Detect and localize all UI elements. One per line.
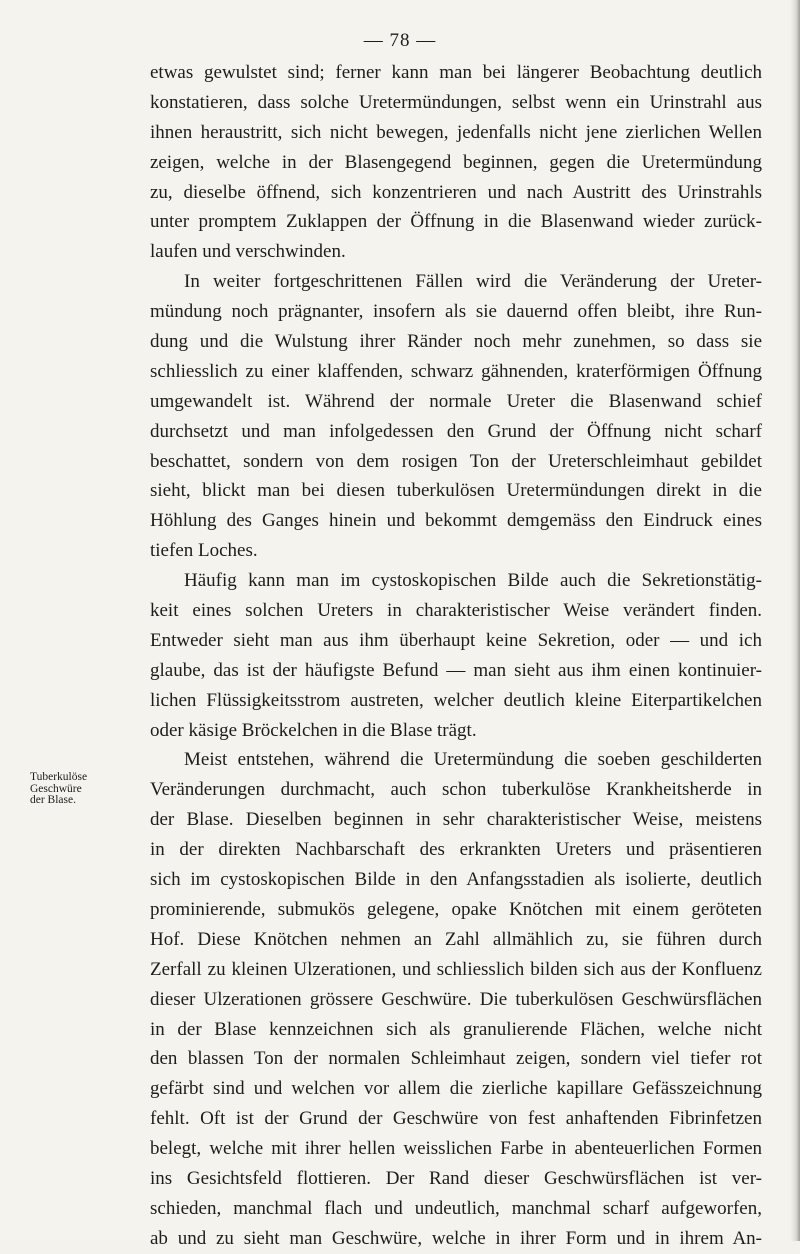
text-line: ab und zu sieht man Geschwüre, welche in ihrer Form und in ihrem An-: [150, 1227, 762, 1249]
body-text: [150, 58, 762, 1254]
text-line: laufen und verschwinden.: [150, 241, 346, 263]
text-line: Entweder sieht man aus ihm überhaupt keine Sekretion, oder — und ich: [150, 629, 762, 651]
text-line: Zerfall zu kleinen Ulzerationen, und schliesslich bilden sich aus der Konfluenz: [150, 958, 762, 980]
text-line: durchsetzt und man infolgedessen den Grund der Öffnung nicht scharf: [150, 420, 762, 442]
paragraph-start: Häufig kann man im cystoskopischen Bilde auch die Sekretionstätig-: [184, 570, 762, 592]
text-line: gefärbt sind und welchen vor allem die zierliche kapillare Gefässzeichnung: [150, 1078, 762, 1100]
page-number: — 78 —: [363, 30, 437, 51]
text-line: sich im cystoskopischen Bilde in den Anfangsstadien als isolierte, deutlich: [150, 869, 762, 891]
text-line: mündung noch prägnanter, insofern als sie dauernd offen bleibt, ihre Run-: [150, 301, 762, 323]
text-line: belegt, welche mit ihrer hellen weisslichen Farbe in abenteuerlichen Formen: [150, 1138, 762, 1160]
paragraph-start: Meist entstehen, während die Uretermündung die soeben geschilderten: [184, 749, 762, 771]
text-line: beschattet, sondern von dem rosigen Ton der Ureterschleimhaut gebildet: [150, 450, 762, 472]
text-line: konstatieren, dass solche Uretermündungen, selbst wenn ein Urinstrahl aus: [150, 91, 762, 113]
text-line: oder käsige Bröckelchen in die Blase trägt.: [150, 719, 477, 741]
text-line: den blassen Ton der normalen Schleimhaut zeigen, sondern viel tiefer rot: [150, 1048, 762, 1070]
margin-note: [30, 772, 148, 807]
text-line: in der Blase kennzeichnen sich als granulierende Flächen, welche nicht: [150, 1018, 762, 1040]
text-line: fehlt. Oft ist der Grund der Geschwüre von fest anhaftenden Fibrinfetzen: [150, 1108, 762, 1130]
text-line: sieht, blickt man bei diesen tuberkulösen Uretermündungen direkt in die: [150, 480, 762, 502]
text-line: zu, dieselbe öffnend, sich konzentrieren und nach Austritt des Urinstrahls: [150, 181, 762, 203]
text-line: dung und die Wulstung ihrer Ränder noch mehr zunehmen, so dass sie: [150, 331, 762, 353]
text-line: keit eines solchen Ureters in charakteristischer Weise verändert finden.: [150, 600, 762, 622]
text-line: in der direkten Nachbarschaft des erkrankten Ureters und präsentieren: [150, 839, 762, 861]
text-line: prominierende, submukös gelegene, opake Knötchen mit einem geröteten: [150, 898, 762, 920]
text-line: ins Gesichtsfeld flottieren. Der Rand dieser Geschwürsflächen ist ver-: [150, 1167, 762, 1189]
text-line: der Blase. Dieselben beginnen in sehr charakteristischer Weise, meistens: [150, 809, 762, 831]
margin-note-line: Tuberkulöse: [30, 771, 88, 783]
text-line: unter promptem Zuklappen der Öffnung in die Blasenwand wieder zurück-: [150, 211, 762, 233]
text-line: etwas gewulstet sind; ferner kann man bei längerer Beobachtung deutlich: [150, 62, 762, 83]
page-edge-shadow: [790, 0, 800, 1241]
text-line: ihnen heraustritt, sich nicht bewegen, jedenfalls nicht jene zierlichen Wellen: [150, 121, 762, 143]
text-line: umgewandelt ist. Während der normale Ureter die Blasenwand schief: [150, 390, 762, 412]
text-line: schieden, manchmal flach und undeutlich, manchmal scharf aufgeworfen,: [150, 1197, 762, 1219]
text-line: Höhlung des Ganges hinein und bekommt demgemäss den Eindruck eines: [150, 510, 762, 532]
text-line: lichen Flüssigkeitsstrom austreten, welcher deutlich kleine Eiterpartikelchen: [150, 689, 762, 711]
text-line: zeigen, welche in der Blasengegend beginnen, gegen die Uretermündung: [150, 151, 762, 173]
margin-note-line: Geschwüre: [30, 782, 82, 795]
text-line: schliesslich zu einer klaffenden, schwarz gähnenden, kraterförmigen Öffnung: [150, 360, 762, 382]
text-line: dieser Ulzerationen grössere Geschwüre. Die tuberkulösen Geschwürsflächen: [150, 988, 762, 1010]
text-line: tiefen Loches.: [150, 540, 258, 562]
paragraph-start: In weiter fortgeschrittenen Fällen wird die Veränderung der Ureter-: [184, 271, 762, 293]
text-line: Hof. Diese Knötchen nehmen an Zahl allmählich zu, sie führen durch: [150, 928, 762, 950]
margin-note-line: der Blase.: [30, 794, 76, 806]
text-line: Veränderungen durchmacht, auch schon tuberkulöse Krankheitsherde in: [150, 779, 762, 801]
text-line: glaube, das ist der häufigste Befund — man sieht aus ihm einen kontinuier-: [150, 659, 762, 681]
